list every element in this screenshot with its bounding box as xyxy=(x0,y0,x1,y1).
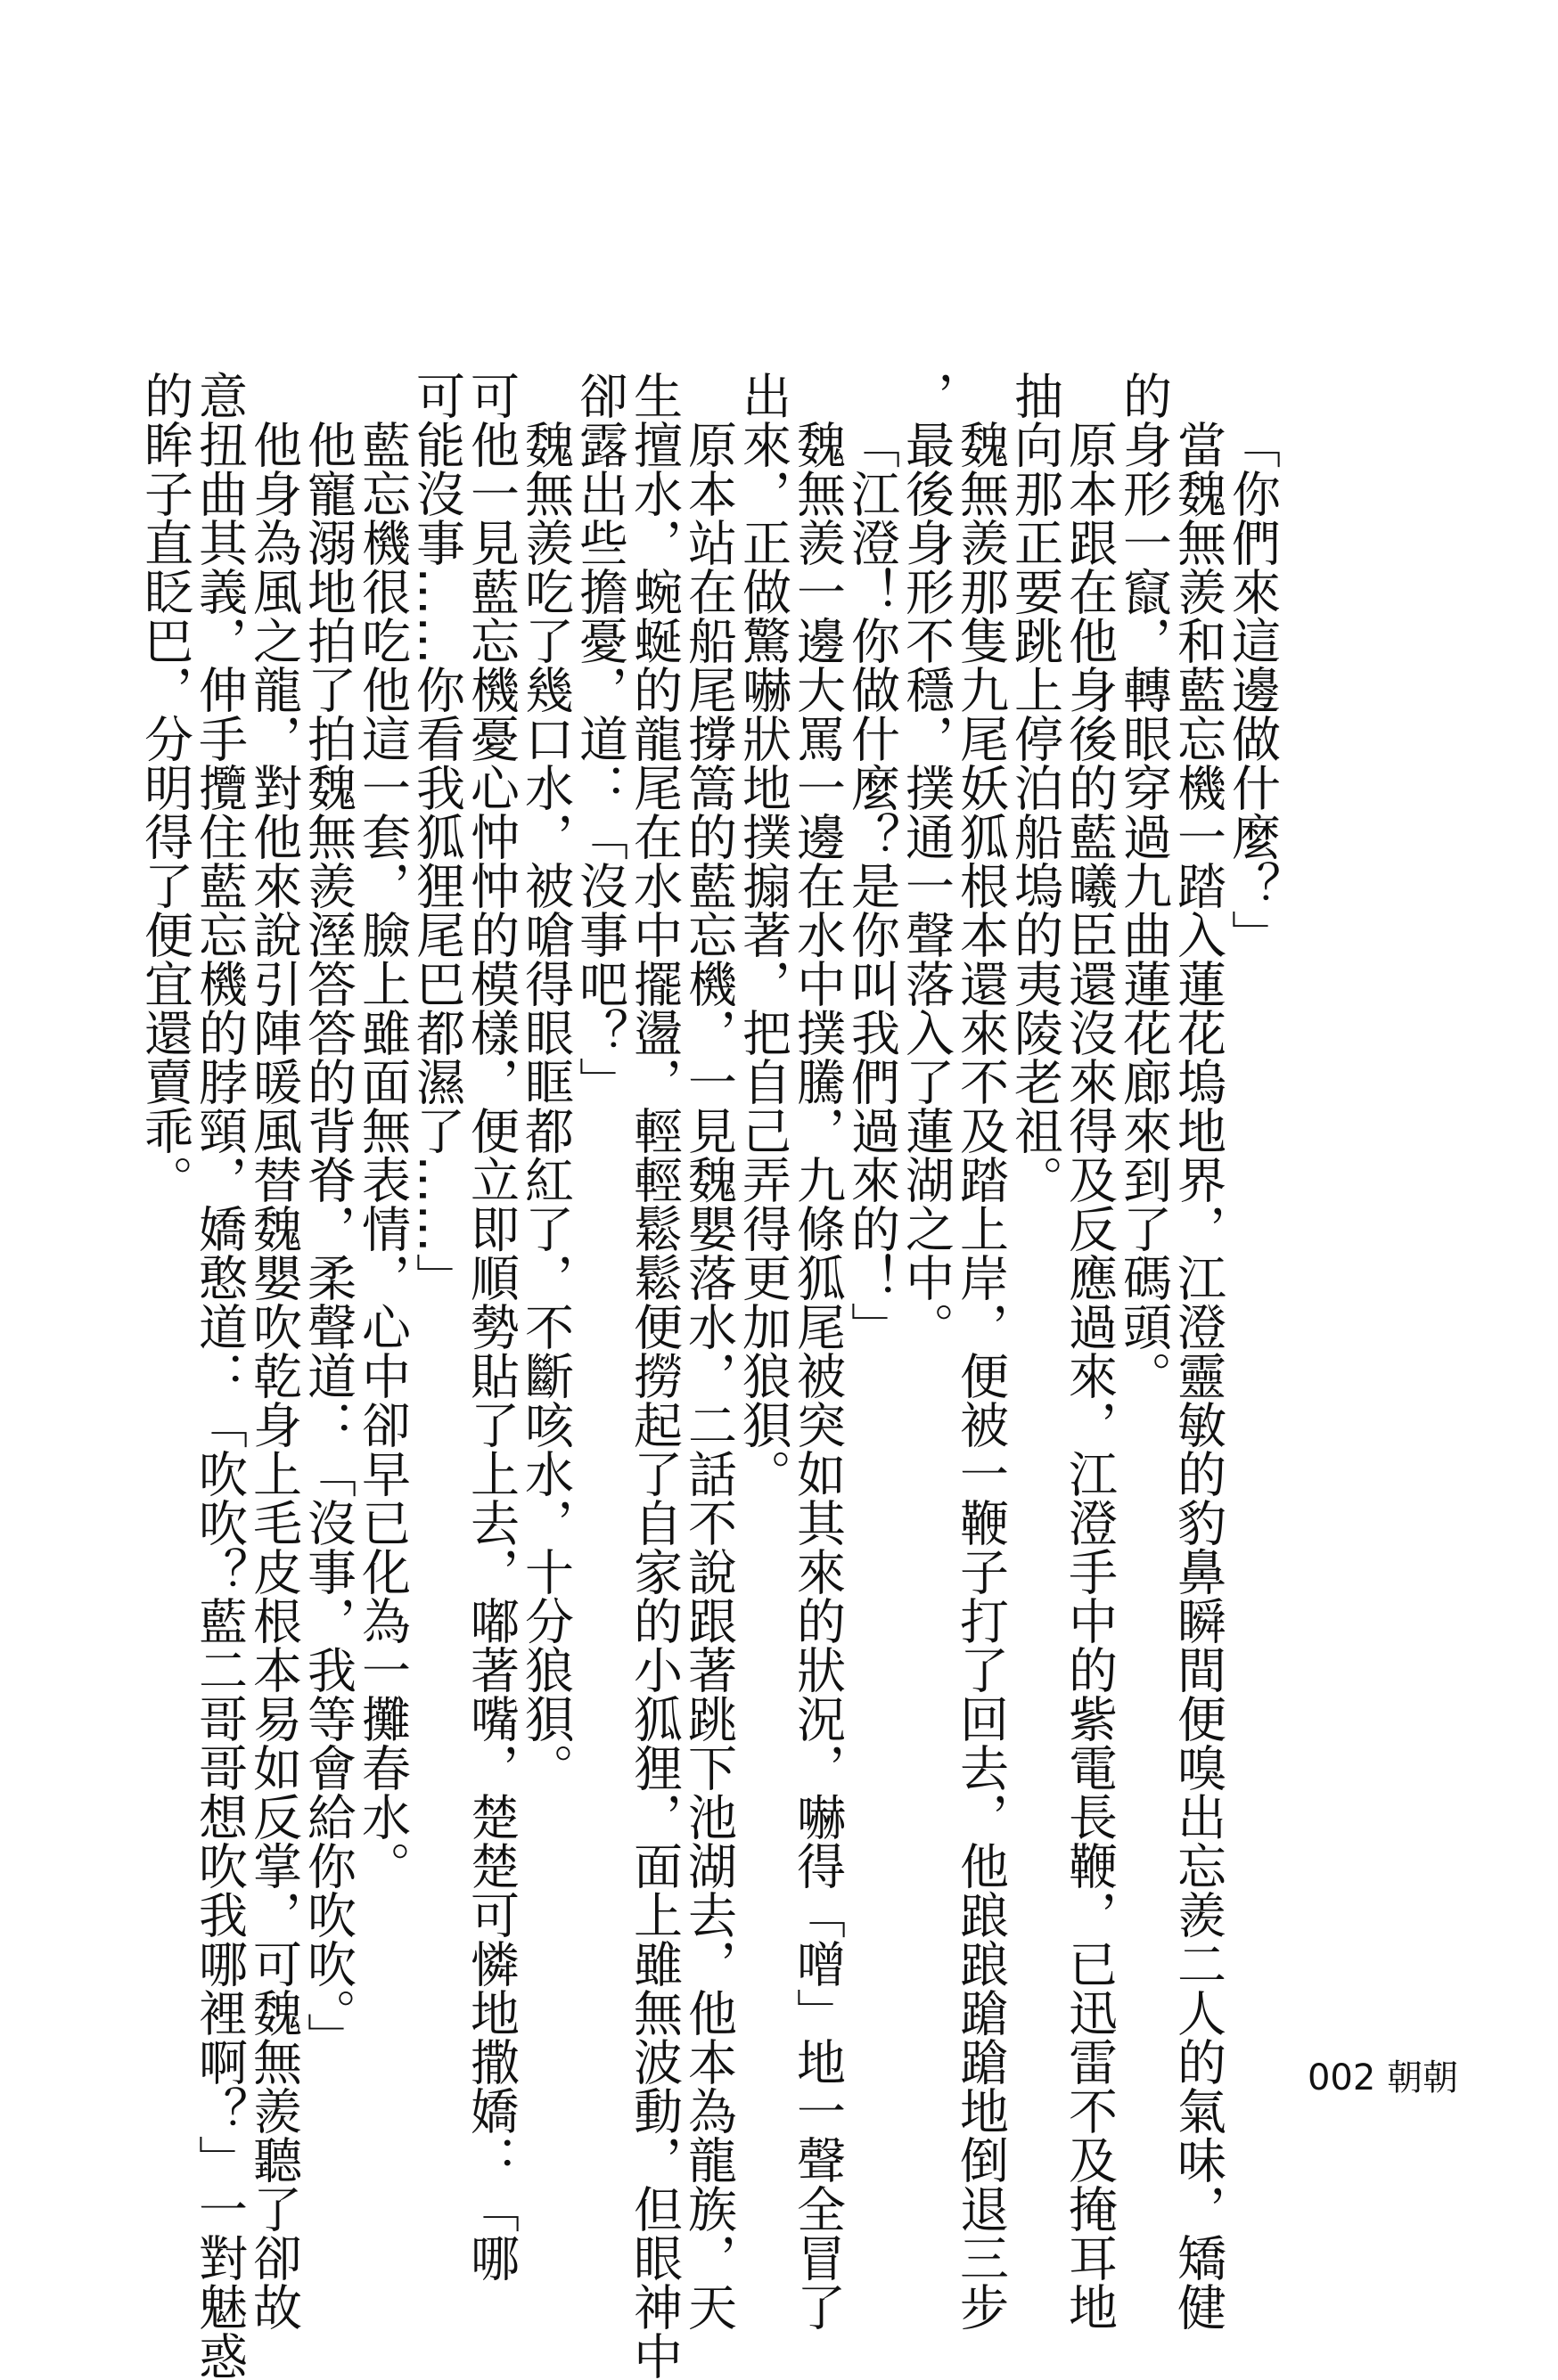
text-column: 魏無羨一邊大罵一邊在水中撲騰，九條狐尾被突如其來的狀況，嚇得「噌」地一聲全冒了 xyxy=(789,420,846,2331)
text-column: 魏無羨吃了幾口水，被嗆得眼眶都紅了，不斷咳水，十分狼狽。 xyxy=(517,420,574,1792)
text-column: 「江澄！你做什麼？是你叫我們過來的！」 xyxy=(843,420,900,1351)
text-column: 他寵溺地拍了拍魏無羨溼答答的背脊，柔聲道：「沒事，我等會給你吹吹。」 xyxy=(299,420,357,2062)
text-column: 原本跟在他身後的藍曦臣還沒來得及反應過來，江澄手中的紫電長鞭，已迅雷不及掩耳地 xyxy=(1061,420,1118,2331)
text-column: 意扭曲其義，伸手攬住藍忘機的脖頸，嬌憨道：「吹吹？藍二哥哥想吹我哪裡啊？」一對魅惑 xyxy=(191,371,248,2380)
text-column: 的眸子直眨巴，分明得了便宜還賣乖。 xyxy=(136,371,193,1204)
text-column: 抽向那正要跳上停泊船塢的夷陵老祖。 xyxy=(1006,371,1063,1204)
text-column: 的身形一竄，轉眼穿過九曲蓮花廊來到了碼頭。 xyxy=(1115,371,1172,1400)
text-column: 生擅水，蜿蜒的龍尾在水中擺盪，輕輕鬆鬆便撈起了自家的小狐狸，面上雖無波動，但眼神中 xyxy=(626,371,683,2380)
text-column: 他身為風之龍，對他來說引陣暖風替魏嬰吹乾身上毛皮根本易如反掌，可魏無羨聽了卻故 xyxy=(245,420,302,2331)
vertical-text-body xyxy=(135,371,1281,2380)
text-column: 「你們來這邊做什麼？」 xyxy=(1224,420,1281,959)
text-column: 可能沒事……你看我狐狸尾巴都濕了……」 xyxy=(408,371,465,1302)
text-column: 原本站在船尾撐篙的藍忘機，一見魏嬰落水，二話不說跟著跳下池湖去，他本為龍族，天 xyxy=(680,420,737,2331)
text-column: ，最後身形不穩，撲通一聲落入了蓮湖之中。 xyxy=(898,371,955,1351)
text-column: 出來，正做驚嚇狀地撲搧著，把自己弄得更加狼狽。 xyxy=(734,371,791,1498)
page-number: 002 朝朝 xyxy=(1307,2057,1458,2098)
text-column: 當魏無羨和藍忘機一踏入蓮花塢地界，江澄靈敏的豹鼻瞬間便嗅出忘羨二人的氣味，矯健 xyxy=(1169,420,1226,2331)
text-column: 藍忘機很吃他這一套，臉上雖面無表情，心中卻早已化為一攤春水。 xyxy=(354,420,411,1890)
text-column: 可他一見藍忘機憂心忡忡的模樣，便立即順勢貼了上去，嘟著嘴，楚楚可憐地撒嬌：「哪 xyxy=(463,371,520,2282)
text-column: 卻露出些擔憂，道：「沒事吧？」 xyxy=(571,371,628,1106)
text-column: 魏無羨那隻九尾妖狐根本還來不及踏上岸，便被一鞭子打了回去，他踉踉蹌蹌地倒退三步 xyxy=(952,420,1009,2331)
